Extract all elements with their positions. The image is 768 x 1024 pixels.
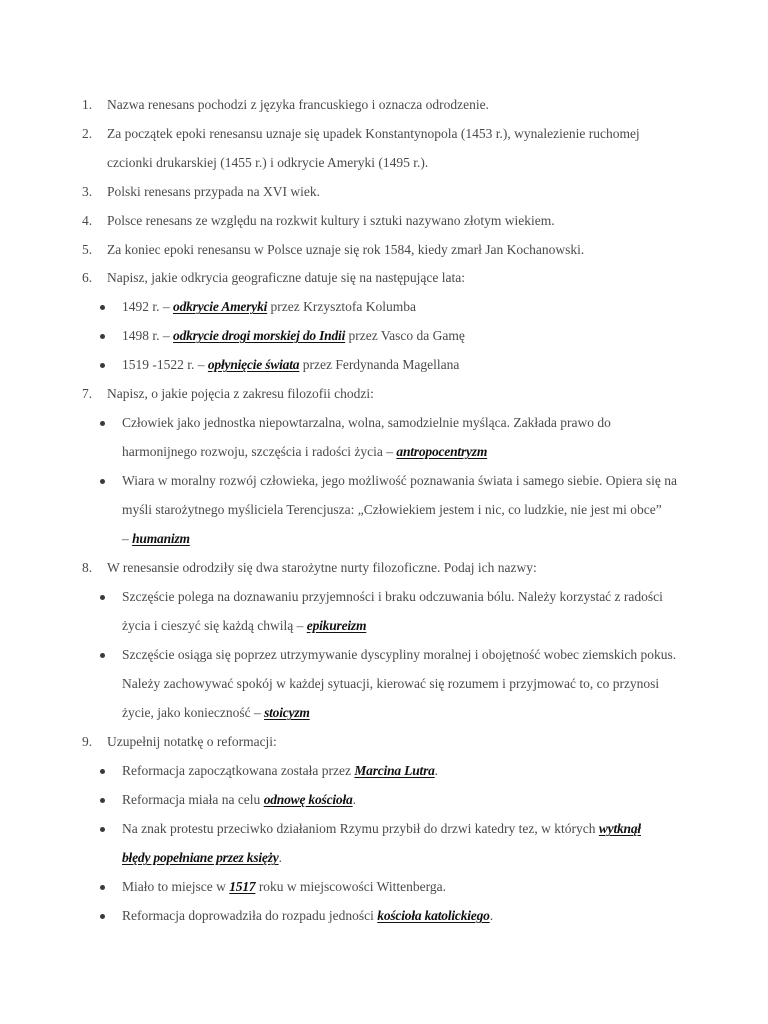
- answer: epikureizm: [306, 618, 367, 633]
- item-text: Napisz, jakie odkrycia geograficzne datuje się na następujące lata:: [107, 270, 465, 285]
- bullet-text-continued: Należy zachowywać spokój w każdej sytuacji, kierować się rozumem i przyjmować to, co przynosi: [122, 676, 660, 691]
- item-text: Uzupełnij notatkę o reformacji:: [107, 734, 277, 749]
- answer: antropocentryzm: [396, 444, 488, 459]
- bullet-text-continued: życie, jako konieczność – stoicyzm: [122, 705, 310, 720]
- item-text: Polsce renesans ze względu na rozkwit kultury i sztuki nazywano złotym wiekiem.: [107, 213, 555, 228]
- bullet-text-continued: harmonijnego rozwoju, szczęścia i radości życia – antropocentryzm: [122, 444, 488, 459]
- bullet-text: Reformacja zapoczątkowana została przez Marcina Lutra.: [122, 763, 439, 778]
- answer: opłynięcie świata: [207, 357, 300, 372]
- item-number: 2.: [82, 126, 93, 141]
- item-number: 1.: [82, 97, 93, 112]
- bullet-text: Szczęście polega na doznawaniu przyjemności i braku odczuwania bólu. Należy korzystać z radości: [122, 589, 663, 604]
- bullet-icon: [100, 914, 105, 919]
- bullet-text-continued: – humanizm: [122, 531, 190, 546]
- bullet-icon: [100, 653, 105, 658]
- bullet-text: Wiara w moralny rozwój człowieka, jego możliwość poznawania świata i samego siebie. Opiera się na: [122, 473, 678, 488]
- answer: odkrycie Ameryki: [173, 299, 268, 314]
- bullet-icon: [100, 595, 105, 600]
- bullet-text-continued: życia i cieszyć się każdą chwilą – epikureizm: [122, 618, 367, 633]
- item-number: 9.: [82, 734, 93, 749]
- bullet-text: Reformacja doprowadziła do rozpadu jedności kościoła katolickiego.: [122, 908, 494, 923]
- bullet-text: Szczęście osiąga się poprzez utrzymywanie dyscypliny moralnej i obojętność wobec ziemskich pokus.: [122, 647, 677, 662]
- bullet-icon: [100, 798, 105, 803]
- bullet-icon: [100, 827, 105, 832]
- answer: 1517: [229, 879, 256, 894]
- item-number: 4.: [82, 213, 93, 228]
- item-number: 6.: [82, 270, 93, 285]
- answer: Marcina Lutra: [354, 763, 435, 778]
- bullet-icon: [100, 479, 105, 484]
- item-text: Nazwa renesans pochodzi z języka francuskiego i oznacza odrodzenie.: [107, 97, 489, 112]
- bullet-icon: [100, 421, 105, 426]
- bullet-icon: [100, 363, 105, 368]
- answer: wytknął: [598, 821, 641, 836]
- item-text: Napisz, o jakie pojęcia z zakresu filozofii chodzi:: [107, 386, 374, 401]
- bullet-text: 1492 r. – odkrycie Ameryki przez Krzysztofa Kolumba: [122, 299, 416, 314]
- bullet-text: 1498 r. – odkrycie drogi morskiej do Indii przez Vasco da Gamę: [122, 328, 465, 343]
- answer: kościoła katolickiego: [377, 908, 490, 923]
- item-text: Polski renesans przypada na XVI wiek.: [107, 184, 320, 199]
- bullet-text: Reformacja miała na celu odnowę kościoła.: [122, 792, 356, 807]
- bullet-text-continued: błędy popełniane przez księży.: [122, 850, 282, 865]
- item-text: Za koniec epoki renesansu w Polsce uznaje się rok 1584, kiedy zmarł Jan Kochanowski.: [107, 242, 585, 257]
- item-number: 3.: [82, 184, 93, 199]
- bullet-text: 1519 -1522 r. – opłynięcie świata przez Ferdynanda Magellana: [122, 357, 460, 372]
- item-text: Za początek epoki renesansu uznaje się upadek Konstantynopola (1453 r.), wynalezienie ruchomej: [107, 126, 640, 141]
- bullet-icon: [100, 334, 105, 339]
- answer: odkrycie drogi morskiej do Indii: [173, 328, 346, 343]
- item-number: 7.: [82, 386, 93, 401]
- bullet-icon: [100, 769, 105, 774]
- answer: błędy popełniane przez księży: [122, 850, 279, 865]
- item-text-continued: czcionki drukarskiej (1455 r.) i odkrycie Ameryki (1495 r.).: [107, 155, 429, 170]
- answer: stoicyzm: [264, 705, 310, 720]
- bullet-text: Człowiek jako jednostka niepowtarzalna, wolna, samodzielnie myśląca. Zakłada prawo do: [122, 415, 611, 430]
- answer: humanizm: [132, 531, 190, 546]
- bullet-text: Miało to miejsce w 1517 roku w miejscowości Wittenberga.: [122, 879, 446, 894]
- answer: odnowę kościoła: [263, 792, 353, 807]
- bullet-icon: [100, 305, 105, 310]
- bullet-icon: [100, 885, 105, 890]
- item-number: 8.: [82, 560, 93, 575]
- item-number: 5.: [82, 242, 93, 257]
- item-text: W renesansie odrodziły się dwa starożytne nurty filozoficzne. Podaj ich nazwy:: [107, 560, 537, 575]
- bullet-text-continued: myśli starożytnego myśliciela Terencjusza: „Człowiekiem jestem i nic, co ludzkie, nie jest mi obce”: [122, 502, 662, 517]
- bullet-text: Na znak protestu przeciwko działaniom Rzymu przybił do drzwi katedry tez, w których wytknął: [122, 821, 641, 836]
